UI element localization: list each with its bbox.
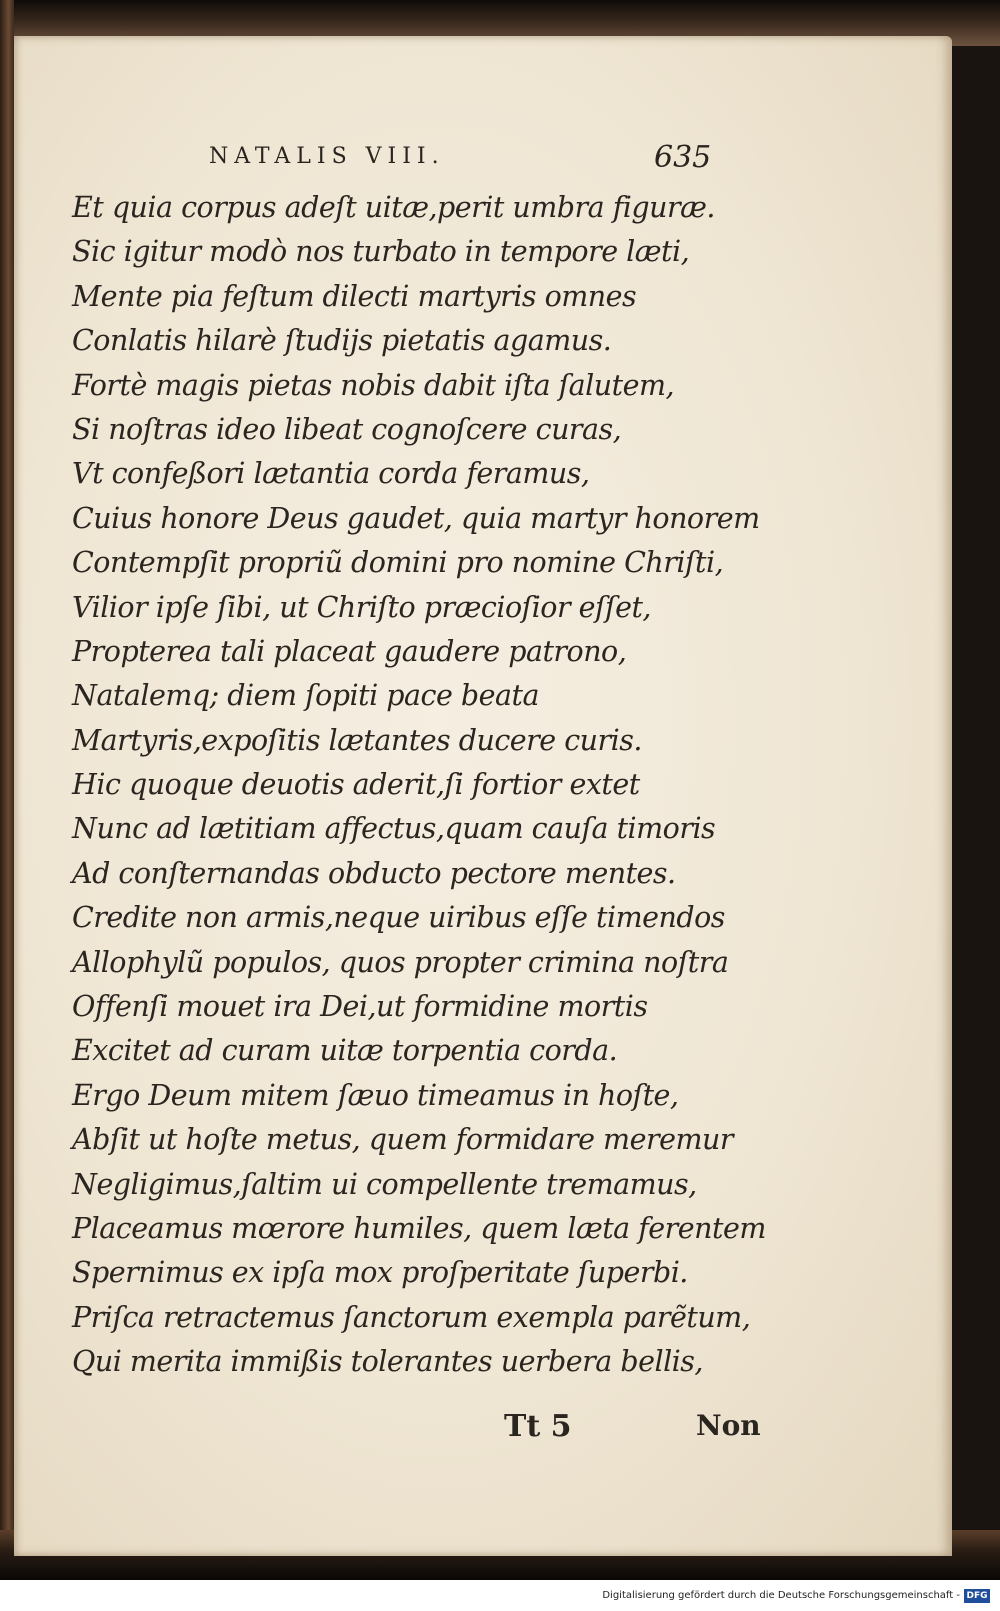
verse-line: Sic igitur modò nos turbato in tempore læti, xyxy=(72,235,690,269)
verse-line: Hic quoque deuotis aderit,ſi fortior extet xyxy=(72,768,640,802)
catchword: Non xyxy=(696,1409,761,1442)
verse-line: Vilior ipſe ſibi, ut Chriſto præcioſior eſſet, xyxy=(72,590,651,624)
digitization-credit: Digitalisierung gefördert durch die Deutsche Forschungsgemeinschaft - xyxy=(602,1590,960,1601)
verse-line: Mente pia feſtum dilecti martyris omnes xyxy=(72,279,637,313)
verse-text xyxy=(72,186,772,1385)
dfg-logo-icon: DFG xyxy=(964,1589,990,1603)
page-number: 635 xyxy=(654,140,712,175)
verse-line: Martyris,expoſitis lætantes ducere curis. xyxy=(72,723,642,757)
verse-line: Nunc ad lætitiam affectus,quam cauſa timoris xyxy=(72,812,716,846)
book-page xyxy=(14,36,952,1556)
verse-line: Priſca retractemus ſanctorum exempla parẽtum, xyxy=(72,1300,751,1334)
signature-mark: Tt 5 xyxy=(504,1409,572,1444)
verse-line: Conlatis hilarè ſtudijs pietatis agamus. xyxy=(72,324,612,358)
verse-line: Credite non armis,neque uiribus eſſe timendos xyxy=(72,901,725,935)
verse-line: Propterea tali placeat gaudere patrono, xyxy=(72,634,627,668)
verse-line: Abſit ut hoſte metus, quem formidare meremur xyxy=(72,1123,733,1157)
verse-line: Natalemq; diem ſopiti pace beata xyxy=(72,679,539,713)
verse-line: Contempſit propriũ domini pro nomine Chriſti, xyxy=(72,546,724,580)
verse-line: Cuius honore Deus gaudet, quia martyr honorem xyxy=(72,501,760,535)
running-head: NATALIS VIII. xyxy=(209,144,445,169)
verse-line: Fortè magis pietas nobis dabit iſta ſalutem, xyxy=(72,368,675,402)
verse-line: Et quia corpus adeſt uitæ,perit umbra figuræ. xyxy=(72,191,715,224)
verse-line: Vt confeßori lætantia corda feramus, xyxy=(72,457,590,491)
verse-line: Allophylũ populos, quos propter crimina noſtra xyxy=(72,945,729,979)
verse-line: Placeamus mœrore humiles, quem læta ferentem xyxy=(72,1211,766,1245)
verse-line: Ergo Deum mitem ſæuo timeamus in hoſte, xyxy=(72,1078,679,1112)
verse-line: Ad conſternandas obducto pectore mentes. xyxy=(72,856,676,890)
verse-line: Excitet ad curam uitæ torpentia corda. xyxy=(72,1034,618,1068)
verse-line: Negligimus,ſaltim ui compellente tremamus, xyxy=(72,1167,697,1201)
verse-line: Spernimus ex ipſa mox proſperitate ſuperbi. xyxy=(72,1256,688,1290)
verse-line: Offenſi mouet ira Dei,ut formidine mortis xyxy=(72,990,648,1024)
book-spine-edge xyxy=(0,0,14,1580)
verse-line: Si noſtras ideo libeat cognoſcere curas, xyxy=(72,412,622,446)
verse-line: Qui merita immißis tolerantes uerbera bellis, xyxy=(72,1345,703,1379)
